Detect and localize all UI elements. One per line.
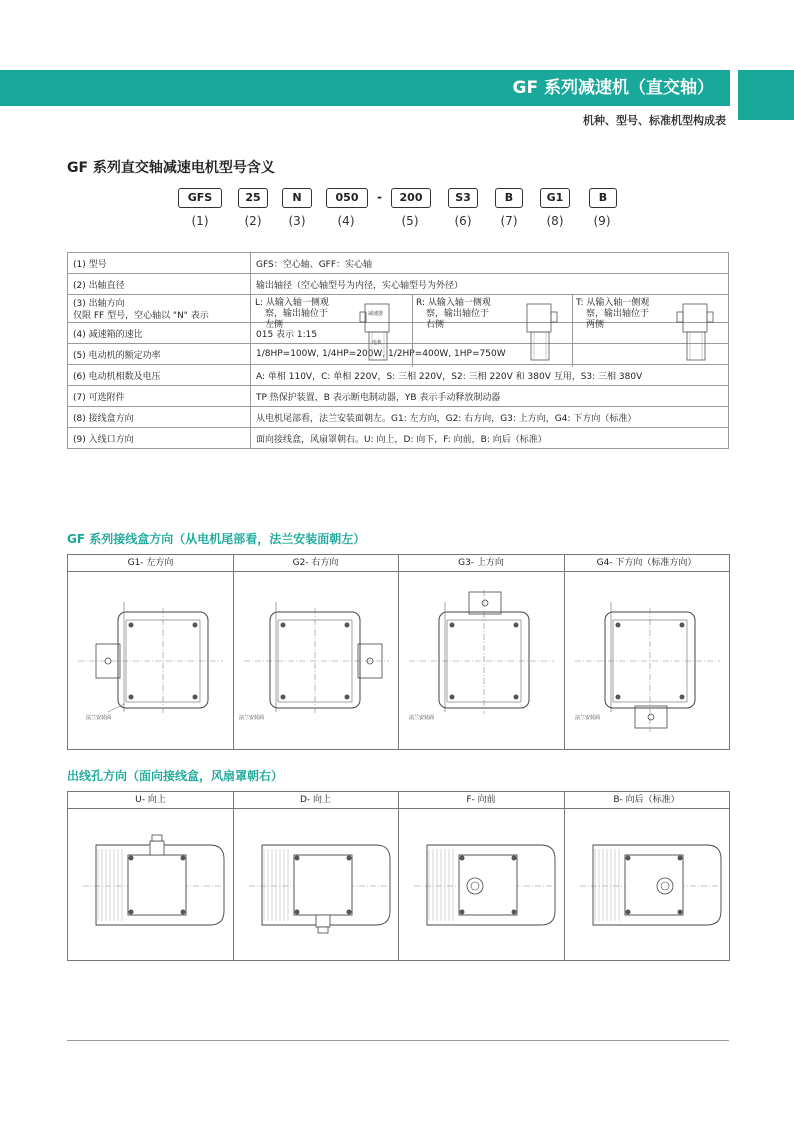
bottom-rule (67, 1040, 729, 1041)
row-value: 015 表示 1:15 (251, 323, 729, 344)
table-row (68, 274, 729, 295)
shaft-both-diagram (673, 298, 723, 364)
page-subtitle: 机种、型号、标准机型构成表 (583, 114, 726, 127)
option-l-text (255, 298, 329, 331)
code-dash: - (377, 190, 382, 204)
row-value: 从电机尾部看，法兰安装面朝左。G1: 左方向，G2: 右方向，G3: 上方向，G4: 下方向（标准） (251, 407, 729, 428)
option-r-text (416, 298, 491, 331)
terminal-panels (67, 554, 730, 750)
code-number: (3) (288, 214, 306, 228)
option-t-text (576, 298, 649, 331)
option-text-line: 察，输出轴位于 (265, 309, 329, 319)
code-box: 25 (238, 188, 268, 208)
row-value: 输出轴径（空心轴型号为内径，实心轴型号为外径） (251, 274, 729, 295)
panel-label: G4- 下方向（标准方向） (564, 555, 729, 572)
table-row (68, 253, 729, 274)
flange-label: 法兰安装面 (86, 715, 112, 721)
page-title: GF 系列减速机（直交轴） (512, 78, 714, 98)
code-number: (4) (337, 214, 355, 228)
code-number: (8) (546, 214, 564, 228)
row-label (68, 295, 251, 323)
row-label: (4) 减速箱的速比 (68, 323, 251, 344)
model-code-row (0, 188, 794, 238)
header-tab (738, 70, 794, 120)
terminal-g2-diagram (234, 572, 398, 748)
shaft-left-diagram (359, 298, 407, 364)
row-label: (6) 电动机相数及电压 (68, 365, 251, 386)
table-row (68, 386, 729, 407)
cable-b-diagram (565, 809, 729, 959)
terminal-g1-diagram (68, 572, 233, 748)
panel-label: B- 向后（标准） (564, 792, 729, 809)
code-number: (6) (454, 214, 472, 228)
option-text-line: L: 从输入轴一侧观 (255, 298, 329, 308)
flange-label: 法兰安装面 (239, 715, 265, 721)
option-r (412, 295, 573, 367)
code-number: (2) (244, 214, 262, 228)
code-box: B (495, 188, 523, 208)
row-label: (7) 可选附件 (68, 386, 251, 407)
row-value: TP 热保护装置，B 表示断电制动器，YB 表示手动释放制动器 (251, 386, 729, 407)
row-label: (8) 接线盒方向 (68, 407, 251, 428)
code-box: B (589, 188, 617, 208)
table-row (68, 365, 729, 386)
code-box: S3 (448, 188, 478, 208)
shaft-right-diagram (521, 298, 569, 364)
motor-tag: 电机 (372, 340, 383, 346)
option-text-line: T: 从输入轴一侧观 (576, 298, 650, 308)
model-section-title: GF 系列直交轴减速电机型号含义 (67, 160, 275, 176)
cable-section-title: 出线孔方向（面向接线盒，风扇罩朝右） (67, 769, 284, 783)
row-value: GFS：空心轴、GFF：实心轴 (251, 253, 729, 274)
option-text-line: 察，输出轴位于 (586, 309, 650, 319)
terminal-g3-diagram (399, 572, 564, 748)
table-row (68, 428, 729, 449)
panel-label: G2- 右方向 (233, 555, 398, 572)
code-box: 200 (391, 188, 431, 208)
row-label: (1) 型号 (68, 253, 251, 274)
code-number: (1) (191, 214, 209, 228)
row-value: 面向接线盒，风扇罩朝右。U: 向上，D: 向下，F: 向前，B: 向后（标准） (251, 428, 729, 449)
row-label: (5) 电动机的额定功率 (68, 344, 251, 365)
row-value: A: 单相 110V，C: 单相 220V，S: 三相 220V，S2: 三相 220V 和 380V 互用，S3: 三相 380V (251, 365, 729, 386)
option-t (572, 295, 733, 367)
cable-d-diagram (234, 809, 398, 959)
flange-label: 法兰安装面 (575, 715, 601, 721)
option-text-line: 两侧 (586, 320, 605, 330)
cable-u-diagram (68, 809, 233, 959)
row-value: 1/8HP=100W, 1/4HP=200W, 1/2HP=400W, 1HP=750W (251, 344, 729, 365)
code-box: G1 (540, 188, 570, 208)
panel-label: G1- 左方向 (68, 555, 233, 572)
row-label: (9) 入线口方向 (68, 428, 251, 449)
row-label-line: 仅限 FF 型号，空心轴以 "N" 表示 (73, 311, 209, 321)
reducer-tag: 减速器 (368, 311, 384, 317)
spec-table (67, 252, 729, 449)
terminal-g4-diagram (565, 572, 729, 748)
terminal-section-title: GF 系列接线盒方向（从电机尾部看，法兰安装面朝左） (67, 532, 366, 546)
code-number: (9) (593, 214, 611, 228)
table-row (68, 407, 729, 428)
code-box: GFS (178, 188, 222, 208)
option-text-line: 左侧 (265, 320, 284, 330)
row-label-line: (3) 出轴方向 (73, 299, 125, 309)
option-text-line: 右侧 (426, 320, 445, 330)
code-box: N (282, 188, 312, 208)
panel-label: F- 向前 (398, 792, 564, 809)
flange-label: 法兰安装面 (409, 715, 435, 721)
code-number: (7) (500, 214, 518, 228)
code-number: (5) (401, 214, 419, 228)
panel-label: G3- 上方向 (398, 555, 564, 572)
code-box: 050 (326, 188, 368, 208)
cable-panels (67, 791, 730, 961)
table-row (68, 295, 729, 323)
option-text-line: 察，输出轴位于 (426, 309, 490, 319)
panel-label: D- 向上 (233, 792, 398, 809)
option-text-line: R: 从输入轴一侧观 (416, 298, 491, 308)
row-label: (2) 出轴直径 (68, 274, 251, 295)
panel-label: U- 向上 (68, 792, 233, 809)
cable-f-diagram (399, 809, 564, 959)
